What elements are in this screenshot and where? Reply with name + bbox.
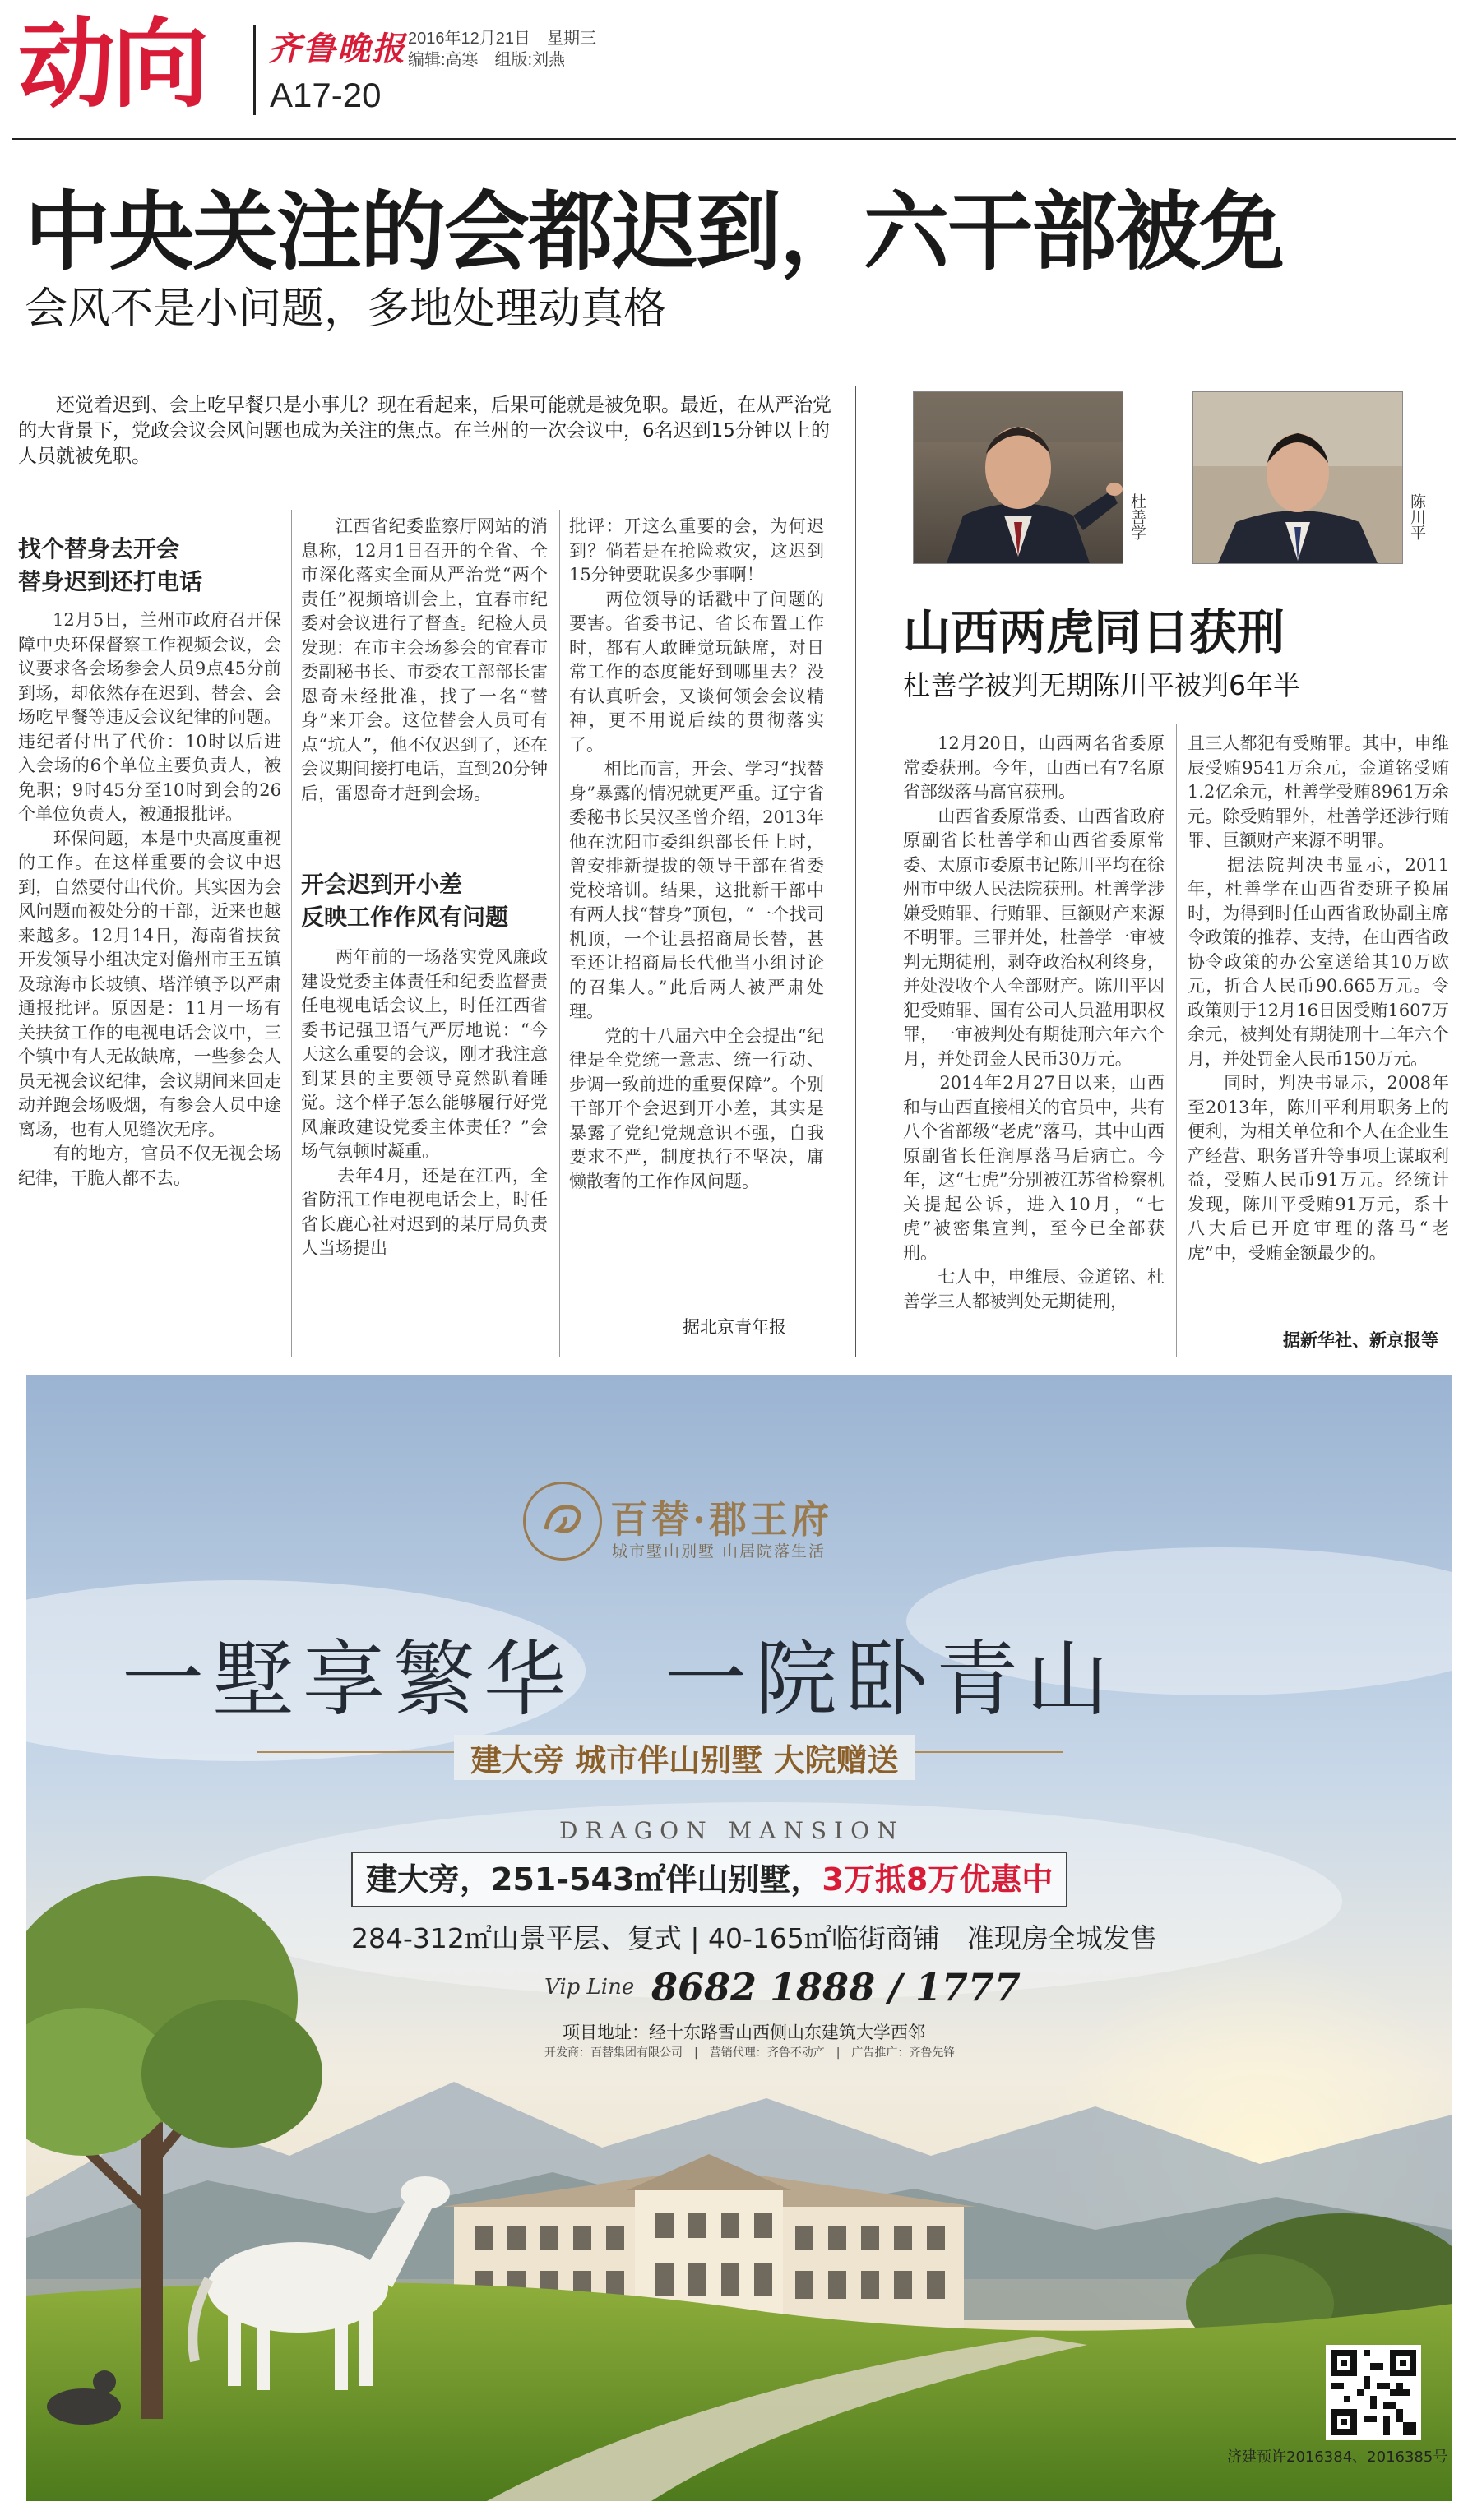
english-project-name: DRAGON MANSION — [559, 1817, 905, 1844]
second-story-source-credit: 据新华社、新京报等 — [1283, 1330, 1438, 1350]
qr-code[interactable] — [1326, 2345, 1421, 2440]
second-story-title: 山西两虎同日获刑 — [903, 604, 1285, 660]
brand-name: 百替·郡王府 — [610, 1497, 833, 1542]
vip-line-label: Vip Line — [544, 1975, 635, 2000]
price-line-villa — [351, 1852, 1067, 1907]
ad-sub-slogan: 建大旁 城市伴山别墅 大院赠送 — [454, 1735, 915, 1780]
presale-permit: 济建预许2016384、2016385号 — [1227, 2448, 1448, 2466]
lead-column-1: 12月5日，兰州市政府召开保障中央环保督察工作视频会议，会议要求各会场参会人员9点45分前到场，却依然存在迟到、替会、会场吃早餐等违反会议纪律的问题。违纪者付出了代价：10时以后进入会场的6个单位主要负责人，被免职；9时45分至10时到会的26个单位负责人，被通报批评。 环保问题，本是中央高度重视的工作。在这样重要的会议中迟到，自然要付出代价。其实因为会风问题而被处分的干部，近来也越来越多。12月14日，海南省扶贫开发领导小组决定对儋州市王五镇及琼海市长坡镇、塔洋镇予以严肃通报批评。原因是：11月一场有关扶贫工作的电视电话会议中，三个镇中有人无故缺席，一些参会人员无视会议纪律，会议期间来回走动并跑会场吸烟，有参会人员中途离场，也有人见缝次无序。 有的地方，官员不仅无视会场纪律，干脆人都不去。 — [18, 610, 281, 1188]
sales-phone-number: 8682 1888 / 1777 — [651, 1965, 1021, 2009]
lead-subheadline: 会风不是小问题，多地处理动真格 — [25, 284, 667, 334]
second-story-column-2: 且三人都犯有受贿罪。其中，申维辰受贿9541万余元，金道铭受贿1.2亿余元，杜善学受贿8961万余元。除受贿罪外，杜善学还涉行贿罪、巨额财产来源不明罪。 据法院判决书显示，2011年，杜善学在山西省委班子换届时，为得到时任山西省政协副主席令政策的推荐、支持，在山西省政协令政策的办公室送给其10万欧元，折合人民币90.665万元。令政策则于12月16日因受贿1607万余元，被判处有期徒刑十二年六个月，并处罚金人民币150万元。 同时，判决书显示，2008年至2013年，陈川平利用职务上的便利，为相关单位和个人在企业生产经营、职务晋升等事项上谋取利益，受贿人民币91万元。经统计发现，陈川平受贿91万元，系十八大后已开庭审理的落马“老虎”中，受贿金额最少的。 — [1188, 733, 1449, 1263]
column-divider — [559, 510, 560, 1357]
lead-column-2b: 两年前的一场落实党风廉政建设党委主体责任和纪委监督责任电视电话会议上，时任江西省委书记强卫语气严厉地说：“今天这么重要的会议，刚才我注意到某县的主要领导竟然趴着睡觉。这个样子怎么能够履行好党风廉政建设党委主体责任？”会场气氛顿时凝重。 去年4月，还是在江西，全省防汛工作电视电话会上，时任省长鹿心社对迟到的某厅局负责人当场提出 — [301, 947, 548, 1258]
discount-highlight: 3万抵8万优惠中 — [822, 1861, 1054, 1898]
brand-tagline: 城市墅山别墅 山居院落生活 — [612, 1542, 827, 1561]
price-line-villa-text: 建大旁，251-543㎡伴山别墅， — [366, 1861, 822, 1898]
lead-column-2a: 江西省纪委监察厅网站的消息称，12月1日召开的全省、全市深化落实全面从严治党“两个责任”视频培训会上，宜春市纪委对会议进行了督查。纪检人员发现：在市主会场参会的宜春市委副秘书长、市委农工部部长雷恩奇未经批准，找了一名“替身”来开会。这位替会人员可有点“坑人”，他不仅迟到了，还在会议期间接打电话，直到20分钟后，雷恩奇才赶到会场。 — [301, 516, 548, 803]
masthead-divider — [253, 25, 256, 115]
lead-headline: 中央关注的会都迟到，六干部被免 — [25, 182, 1284, 282]
second-story-deck: 杜善学被判无期陈川平被判6年半 — [903, 669, 1300, 701]
real-estate-advertisement — [26, 1375, 1452, 2501]
section1-title: 找个替身去开会 替身迟到还打电话 — [18, 535, 203, 595]
column-divider — [291, 510, 292, 1357]
developer-credits: 开发商：百替集团有限公司 | 营销代理：齐鲁不动产 | 广告推广：齐鲁先锋 — [544, 2046, 956, 2060]
project-address: 项目地址：经十东路雪山西侧山东建筑大学西邻 — [563, 2023, 925, 2042]
second-story-column-1: 12月20日，山西两名省委原常委获刑。今年，山西已有7名原省部级落马高官获刑。 山西省委原常委、山西省政府原副省长杜善学和山西省委原常委、太原市委原书记陈川平均在徐州市中级人民法院获刑。杜善学涉嫌受贿罪、行贿罪、巨额财产来源不明罪。三罪并处，杜善学一审被判无期徒刑，剥夺政治权利终身，并处没收个人全部财产。陈川平因犯受贿罪、国有公司人员滥用职权罪，一审被判处有期徒刑六年六个月，并处罚金人民币30万元。 2014年2月27日以来，山西和与山西直接相关的官员中，共有八个省部级“老虎”落马，其中山西原副省长任润厚落马后病亡。今年，这“七虎”分别被江苏省检察机关提起公诉，进入10月，“七虎”被密集宣判，至今已全部获刑。 七人中，申维辰、金道铭、杜善学三人都被判处无期徒刑， — [903, 733, 1165, 1311]
newspaper-logo: 齐鲁晚报 — [268, 30, 406, 68]
masthead-rule — [12, 138, 1456, 140]
issue-date: 2016年12月21日 星期三 — [408, 30, 596, 48]
photo-caption-left: 杜善学 — [1128, 493, 1146, 540]
portrait-photo-du-shanxue — [913, 391, 1123, 564]
ad-slogan: 一墅享繁华 一院卧青山 — [122, 1631, 1117, 1727]
price-line-flats-shops: 284-312㎡山景平层、复式 | 40-165㎡临街商铺 准现房全城发售 — [351, 1922, 1157, 1954]
section-title: 动向 — [18, 7, 206, 121]
story-divider — [855, 386, 856, 1357]
lead-intro: 还觉着迟到、会上吃早餐只是小事儿？现在看起来，后果可能就是被免职。最近，在从严治党的大背景下，党政会议会风问题也成为关注的焦点。在兰州的一次会议中，6名迟到15分钟以上的人员就被免职。 — [18, 395, 831, 467]
page-numbers: A17-20 — [270, 76, 382, 114]
column-divider — [1176, 724, 1177, 1357]
section2-title: 开会迟到开小差 反映工作作风有问题 — [301, 871, 509, 931]
brand-logo-icon — [523, 1482, 602, 1561]
photo-caption-right: 陈川平 — [1408, 493, 1426, 540]
lead-source-credit: 据北京青年报 — [683, 1317, 786, 1337]
portrait-photo-chen-chuanping — [1192, 391, 1403, 564]
lead-column-3: 批评：开这么重要的会，为何迟到？倘若是在抢险救灾，这迟到15分钟要耽误多少事啊！ 两位领导的话戳中了问题的要害。省委书记、省长布置工作时，都有人敢睡觉玩缺席，对日常工作的态度能好到哪里去？没有认真听会，又谈何领会会议精神，更不用说后续的贯彻落实了。 相比而言，开会、学习“找替身”暴露的情况就更严重。辽宁省委秘书长吴汉圣曾介绍，2013年他在沈阳市委组织部长任上时，曾安排新提拔的领导干部在省委党校培训。结果，这批新干部中有两人找“替身”顶包，“一个找司机顶，一个让县招商局长替，甚至还让招商局长代他当小组讨论的召集人。”此后两人被严肃处理。 党的十八届六中全会提出“纪律是全党统一意志、统一行动、步调一致前进的重要保障”。个别干部开个会迟到开小差，其实是暴露了党纪党规意识不强，自我要求不严，制度执行不坚决，庸懒散奢的工作作风问题。 — [569, 516, 824, 1191]
editor-credits: 编辑:高寒 组版:刘燕 — [408, 51, 566, 69]
